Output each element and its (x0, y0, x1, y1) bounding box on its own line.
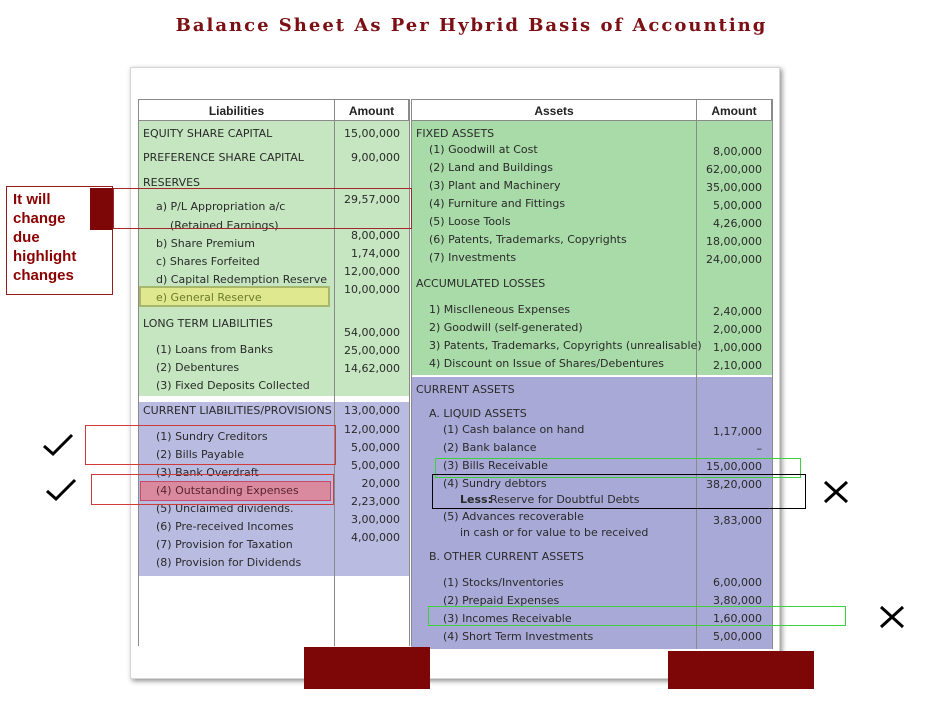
liab-retained-earnings: (Retained Earnings) (170, 219, 279, 232)
liab-share-premium: b) Share Premium (156, 237, 255, 250)
amt-bank-overdraft: 5,00,000 (351, 459, 400, 472)
amt-patents-unrealisable: 1,00,000 (713, 341, 762, 354)
amt-land: 62,00,000 (706, 163, 762, 176)
liab-fixed-deposits: (3) Fixed Deposits Collected (156, 379, 310, 392)
amt-goodwill-self: 2,00,000 (713, 323, 762, 336)
note-line-3: due (13, 229, 40, 246)
amt-sundry-debtors: 38,20,000 (706, 478, 762, 491)
liab-provision-dividends: (8) Provision for Dividends (156, 556, 302, 569)
liab-current-liabilities: CURRENT LIABILITIES/PROVISIONS (143, 404, 332, 417)
asset-goodwill-cost: (1) Goodwill at Cost (429, 143, 538, 156)
amt-bills-receivable: 15,00,000 (706, 460, 762, 473)
liab-equity-share-capital: EQUITY SHARE CAPITAL (143, 127, 273, 140)
asset-other-current: B. OTHER CURRENT ASSETS (429, 550, 584, 563)
rule-center-b (411, 99, 412, 646)
liab-total-cover (304, 647, 430, 689)
asset-plant-machinery: (3) Plant and Machinery (429, 179, 561, 192)
sundry-debtors-outline (432, 474, 806, 509)
note-line-1: It will (13, 191, 51, 208)
liab-sundry-creditors: (1) Sundry Creditors (156, 430, 268, 443)
asset-prepaid: (2) Prepaid Expenses (443, 594, 560, 607)
amt-cash: 1,17,000 (713, 425, 762, 438)
amt-pre-received: 3,00,000 (351, 513, 400, 526)
asset-land-buildings: (2) Land and Buildings (429, 161, 553, 174)
amt-equity: 15,00,000 (344, 127, 400, 140)
asset-loose-tools: (5) Loose Tools (429, 215, 511, 228)
asset-fixed-assets: FIXED ASSETS (416, 127, 495, 140)
header-asset-amount: Amount (696, 99, 772, 121)
amt-prepaid: 3,80,000 (713, 594, 762, 607)
liab-preference-share-capital: PREFERENCE SHARE CAPITAL (143, 151, 304, 164)
liab-outstanding-expenses: (4) Outstanding Expenses (156, 484, 299, 497)
rule-left (138, 99, 139, 646)
asset-less-label: Less: (460, 493, 492, 506)
asset-investments: (7) Investments (429, 251, 517, 264)
liab-debentures: (2) Debentures (156, 361, 240, 374)
asset-advances-cont: in cash or for value to be received (460, 526, 649, 539)
amt-current-liabilities: 13,00,000 (344, 404, 400, 417)
amt-loans: 25,00,000 (344, 344, 400, 357)
asset-furniture: (4) Furniture and Fittings (429, 197, 566, 210)
asset-reserve-doubtful: Reserve for Doubtful Debts (490, 493, 640, 506)
asset-advances: (5) Advances recoverable (443, 510, 584, 523)
amt-provision-taxation: 4,00,000 (351, 531, 400, 544)
header-liabilities: Liabilities (138, 99, 335, 121)
amt-general-reserve: 10,00,000 (344, 283, 400, 296)
amt-bills-payable: 5,00,000 (351, 441, 400, 454)
liab-long-term: LONG TERM LIABILITIES (143, 317, 273, 330)
amt-advances: 3,83,000 (713, 514, 762, 527)
asset-short-term-investments: (4) Short Term Investments (443, 630, 594, 643)
amt-misc: 2,40,000 (713, 305, 762, 318)
amt-pl-appropriation: 29,57,000 (344, 193, 400, 206)
liab-pl-appropriation: a) P/L Appropriation a/c (156, 200, 286, 213)
outstanding-expenses-outline (91, 474, 334, 505)
amt-loose-tools: 4,26,000 (713, 217, 762, 230)
assets-total-cover (668, 651, 814, 689)
asset-patents-unrealisable: 3) Patents, Trademarks, Copyrights (unrealisable) (429, 339, 702, 352)
rule-right (772, 99, 773, 649)
amt-patents: 18,00,000 (706, 235, 762, 248)
liab-unclaimed-dividends: (5) Unclaimed dividends. (156, 502, 294, 515)
amt-goodwill-cost: 8,00,000 (713, 145, 762, 158)
liab-pre-received-incomes: (6) Pre-received Incomes (156, 520, 294, 533)
asset-patents: (6) Patents, Trademarks, Copyrights (429, 233, 627, 246)
cross-icon (879, 605, 905, 629)
check-icon (45, 477, 77, 503)
incomes-receivable-outline (428, 606, 846, 626)
amt-stocks: 6,00,000 (713, 576, 762, 589)
note-line-4: highlight (13, 248, 77, 265)
amt-furniture: 5,00,000 (713, 199, 762, 212)
amt-shares-forfeited: 1,74,000 (351, 247, 400, 260)
asset-bills-receivable: (3) Bills Receivable (443, 459, 548, 472)
header-assets: Assets (411, 99, 697, 121)
liab-bills-payable: (2) Bills Payable (156, 448, 244, 461)
amt-long-term: 54,00,000 (344, 326, 400, 339)
asset-liquid-assets: A. LIQUID ASSETS (429, 407, 527, 420)
note-line-5: changes (13, 267, 74, 284)
note-marker (90, 188, 113, 230)
amt-preference: 9,00,000 (351, 151, 400, 164)
note-line-2: change (13, 210, 66, 227)
amt-sundry-creditors: 12,00,000 (344, 423, 400, 436)
amt-capital-redemption: 12,00,000 (344, 265, 400, 278)
amt-bank: – (756, 442, 762, 455)
asset-sundry-debtors: (4) Sundry debtors (443, 477, 547, 490)
amt-plant: 35,00,000 (706, 181, 762, 194)
liab-general-reserve: e) General Reserve (156, 291, 262, 304)
asset-accumulated-losses: ACCUMULATED LOSSES (416, 277, 546, 290)
liab-reserves: RESERVES (143, 176, 201, 189)
asset-discount-issue: 4) Discount on Issue of Shares/Debentures (429, 357, 665, 370)
rule-center-a (409, 99, 410, 646)
asset-incomes-receivable: (3) Incomes Receivable (443, 612, 572, 625)
amt-debentures: 14,62,000 (344, 362, 400, 375)
liab-shares-forfeited: c) Shares Forfeited (156, 255, 260, 268)
amt-unclaimed-dividends: 2,23,000 (351, 495, 400, 508)
asset-goodwill-self: 2) Goodwill (self-generated) (429, 321, 583, 334)
asset-bank-balance: (2) Bank balance (443, 441, 537, 454)
amt-discount: 2,10,000 (713, 359, 762, 372)
amt-share-premium: 8,00,000 (351, 229, 400, 242)
asset-misc-expenses: 1) Misclleneous Expenses (429, 303, 571, 316)
liab-provision-taxation: (7) Provision for Taxation (156, 538, 293, 551)
amt-outstanding-expenses: 20,000 (361, 477, 400, 490)
asset-stocks: (1) Stocks/Inventories (443, 576, 564, 589)
header-liab-amount: Amount (334, 99, 409, 121)
pl-appropriation-outline (113, 188, 412, 229)
amt-investments: 24,00,000 (706, 253, 762, 266)
asset-current-assets: CURRENT ASSETS (416, 383, 515, 396)
page-title: Balance Sheet As Per Hybrid Basis of Accounting (175, 15, 768, 36)
check-icon (42, 432, 74, 458)
creditors-bills-outline (85, 425, 336, 465)
asset-cash-balance: (1) Cash balance on hand (443, 423, 585, 436)
amt-incomes-receivable: 1,60,000 (713, 612, 762, 625)
cross-icon (823, 480, 849, 504)
amt-short-term: 5,00,000 (713, 630, 762, 643)
liab-capital-redemption-reserve: d) Capital Redemption Reserve (156, 273, 327, 286)
liab-bank-overdraft: (3) Bank Overdraft (156, 466, 259, 479)
liab-loans-from-banks: (1) Loans from Banks (156, 343, 274, 356)
